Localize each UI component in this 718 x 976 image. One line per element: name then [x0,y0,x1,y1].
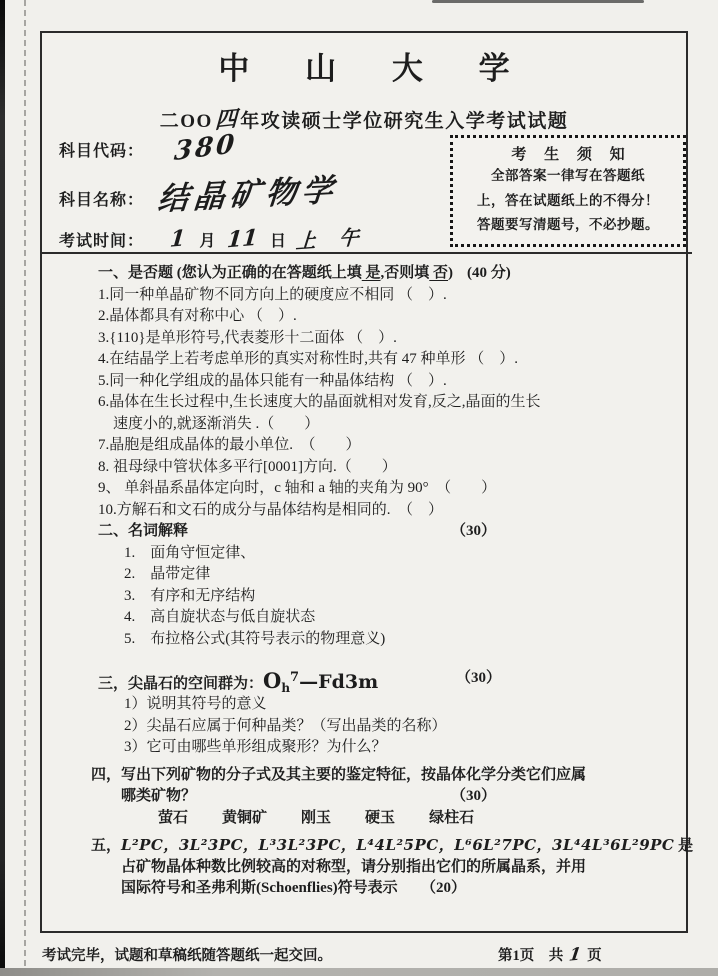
day-label: 日 [269,233,286,250]
subquestion-item: 2）尖晶石应属于何种晶类？（写出晶类的名称） [124,717,447,734]
section4-heading-line2-text: 哪类矿物？ [121,788,197,804]
section5-line2: 占矿物晶体种数比例较高的对称型，请分别指出它们的所属晶系，并用 [121,858,587,875]
section1-heading-close: ) [448,265,454,281]
page-number-pre: 第1页 共 [498,948,564,964]
subtitle-pre: 二OO [159,111,213,132]
spacegroup-symbol-base: O [263,668,282,693]
notice-box [450,135,686,247]
section1-score: (40 分) [467,265,511,281]
section5-heading-line1 [91,835,694,857]
exam-time-label: 考试时间： [59,233,145,250]
question-item: 4.在结晶学上若考虑单形的真实对称性时,共有 47 种单形 （ ）. [98,351,519,367]
section5-suffix: 是 [674,838,694,854]
handwritten-year: 四 [214,105,239,135]
scan-edge-bottom [0,968,718,976]
subject-name-value-handwritten: 结晶矿物学 [156,172,340,218]
section1-heading-text: 一、是否题 (您认为正确的在答题纸上填 [98,265,362,281]
section2-score: （30） [451,523,497,539]
term-item: 5. 布拉格公式(其符号表示的物理意义) [124,630,386,647]
question-item: 3.{110}是单形符号,代表菱形十二面体 （ ）. [98,329,397,346]
subject-code-row [59,128,239,168]
term-item: 2. 晶带定律 [124,566,211,582]
notice-title: 考 生 须 知 [511,147,632,163]
section4-heading-line2 [98,786,683,808]
term-item: 1. 面角守恒定律、 [124,544,256,561]
subject-name-label: 科目名称： [59,192,145,209]
footer [0,944,718,968]
header-divider-line [40,252,692,254]
subject-code-label: 科目代码： [59,143,145,160]
underlined-yes: 是 [361,265,381,281]
section4-heading-line1: 四，写出下列矿物的分子式及其主要的鉴定特征，按晶体化学分类它们应属 [91,766,587,783]
page-total-handwritten: 1 [567,944,583,966]
section5-line3 [98,878,683,900]
questions-body [91,263,694,900]
question-item: 5.同一种化学组成的晶体只能有一种晶体结构 （ ）. [98,372,447,389]
mineral-name: 硬玉 [365,809,396,826]
section5-score: （20） [421,880,467,896]
question-item: 6.晶体在生长过程中,生长速度大的晶面就相对发育,反之,晶面的生长 [98,394,541,410]
question-item: 9、 单斜晶系晶体定向时，c 轴和 a 轴的夹角为 90° （ ） [98,480,497,496]
subquestion-item: 1）说明其符号的意义 [124,696,267,712]
perforation-dotted-line [24,0,26,976]
scan-edge-left [0,0,5,976]
spacegroup-symbol-superscript: 7 [290,670,300,685]
underlined-no: 否 [429,265,449,281]
section5-line3-text: 国际符号和圣弗利斯(Schoenflies)符号表示 [121,880,398,896]
question-item: 8. 祖母绿中管状体多平行[0001]方向.（ ） [98,458,397,475]
term-item: 4. 高自旋状态与低自旋状态 [124,609,316,625]
exam-time-row [59,223,367,252]
university-title: 中 山 大 学 [218,51,534,86]
notice-line: 上，答在试题纸上的不得分！ [477,192,659,208]
spacegroup-symbol-rest: —Fd3m [299,671,379,693]
term-item: 3. 有序和无序结构 [124,587,256,604]
section3-score: （30） [456,670,502,686]
question-item: 10.方解石和文石的成分与晶体结构是相同的. （ ） [98,501,444,518]
question-item: 7.晶胞是组成晶体的最小单位. （ ） [98,437,361,453]
section3-heading-text: 三，尖晶石的空间群为： [98,676,264,692]
section1-heading [98,263,683,285]
mineral-list [98,808,683,830]
subject-code-value-handwritten: 380 [172,128,239,168]
footer-instruction: 考试完毕，试题和草稿纸随答题纸一起交回。 [42,948,332,964]
subtitle-post: 年攻读硕士学位研究生入学考试试题 [240,111,569,132]
section1-heading-mid: ,否则填 [380,265,430,281]
mineral-name: 绿柱石 [429,809,475,826]
exam-period-value-handwritten: 上 午 [295,224,368,254]
subject-name-row [59,169,340,218]
exam-subtitle [42,103,686,134]
question-item: 2.晶体都具有对称中心 （ ）. [98,308,297,324]
month-label: 月 [199,233,216,250]
section2-heading [98,521,683,543]
section4-score: （30） [451,788,497,804]
section5-prefix: 五， [91,838,122,854]
notice-line: 答题要写清题号，不必抄题。 [477,217,659,232]
section2-heading-text: 二、名词解释 [98,523,189,539]
exam-day-value-handwritten: 11 [226,224,260,254]
spacegroup-symbol-subscript: h [281,681,291,695]
symmetry-symbols: L²PC，3L²3PC，L³3L²3PC，L⁴4L²5PC，L⁶6L²7PC，3L⁴4L³6L²9PC [121,836,675,854]
notice-line: 全部答案一律写在答题纸 [491,168,645,183]
page-number [498,944,602,965]
mineral-name: 黄铜矿 [222,809,268,826]
question-item: 1.同一种单晶矿物不同方向上的硬度应不相同 （ ）. [98,286,447,303]
question-item: 速度小的,就逐渐消失 .（ ） [98,415,320,432]
mineral-name: 萤石 [158,809,189,826]
page-number-post: 页 [587,948,602,964]
mineral-name: 刚玉 [301,809,332,826]
scan-artifact-top [432,0,644,3]
subquestion-item: 3）它可由哪些单形组成聚形？为什么？ [124,739,387,755]
exam-month-value-handwritten: 1 [168,225,187,253]
section3-heading [98,662,683,694]
exam-border-box [40,31,694,933]
